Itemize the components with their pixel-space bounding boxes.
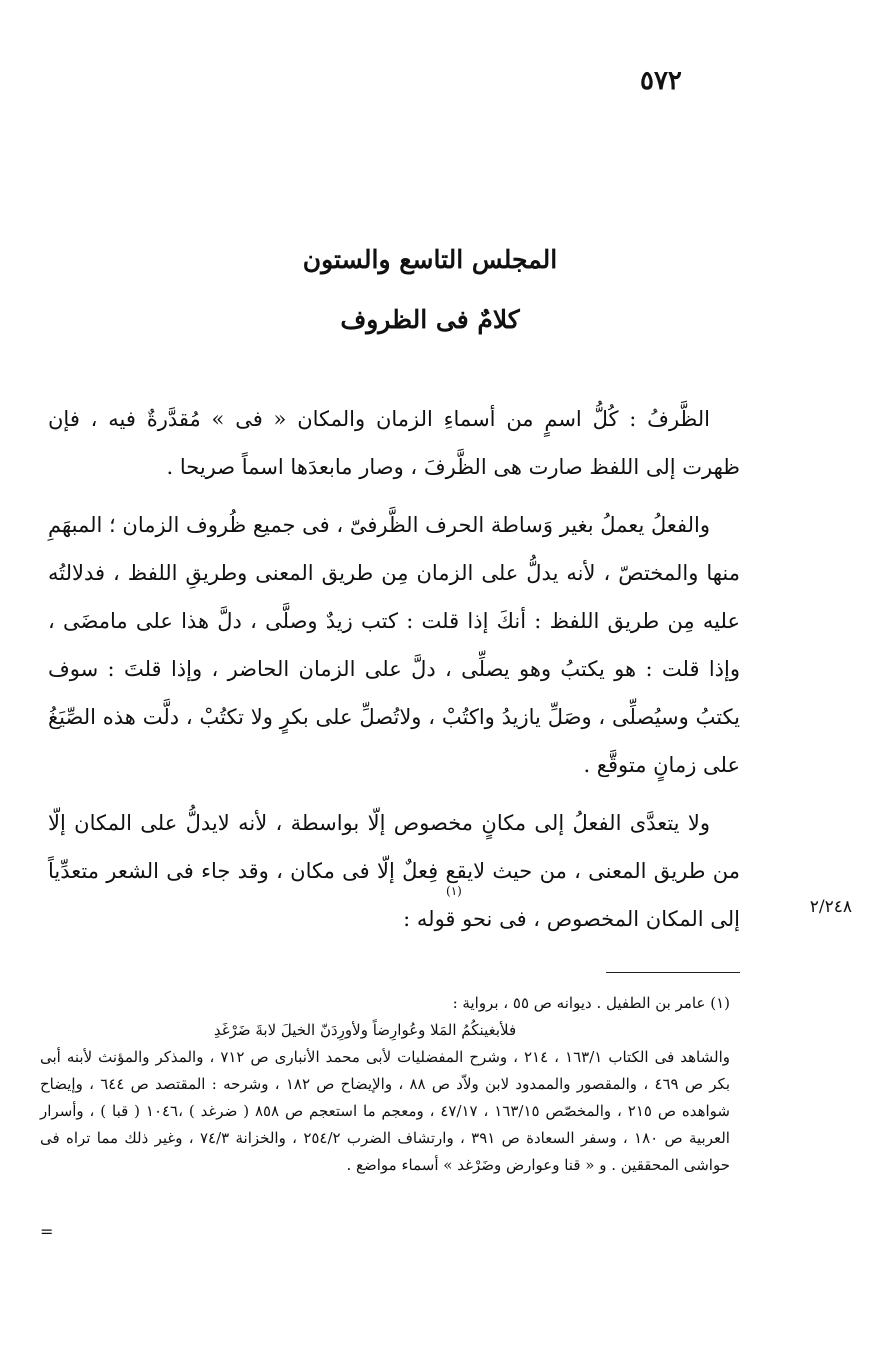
main-text xyxy=(48,395,740,953)
footnote-verse: فلأبغينكُمُ المَلا وعُوارِضاً ولأورِدَنّ الخيلَ لابةَ ضَرْغَدِ xyxy=(213,1021,517,1039)
margin-reference: ٢/٢٤٨ xyxy=(809,897,852,917)
chapter-title: المجلس التاسع والستون xyxy=(302,245,558,274)
footnote-text: والشاهد فى الكتاب ١٦٣/١ ، ٢١٤ ، وشرح المفضليات لأبى محمد الأنبارى ص ٧١٢ ، والمذكر والمؤنث لأبنه أبى بكر ص ٤٦٩ ، والمقصور والممدود لابن ولاّد ص ٨٨ ، والإيضاح ص ١٨٢ ، وشرحه : المقتصد ص ٦٤٤ ، وإيضاح شواهده ص ٢١٥ ، والمخصّص ١٦٣/١٥ ، ٤٧/١٧ ، ومعجم ما استعجم ص ٨٥٨ ( ضرغد ) ،١٠٤٦ ( قبا ) ، وأسرار العربية ص ١٨٠ ، وسفر السعادة ص ٣٩١ ، وارتشاف الضرب ٢٥٤/٢ ، والخزانة ٧٤/٣ ، وغير ذلك مما تراه فى حواشى المحققين . و « قنا وعوارض وضَرْغد » أسماء مواضع . xyxy=(40,1048,731,1174)
footnote-source: (١) عامر بن الطفيل . ديوانه ص ٥٥ ، برواية : xyxy=(452,994,730,1012)
paragraph: ولا يتعدَّى الفعلُ إلى مكانٍ مخصوص إلّا بواسطة ، لأنه لايدلُّ على المكان إلّا من طريق المعنى ، من حيث لايقع فِعلٌ إلّا فى مكان ، وقد جاء فى الشعر متعدِّياً إلى المكان المخصوص ، فى نحو قوله : xyxy=(48,811,740,931)
footnote-marker: (١) xyxy=(446,884,462,898)
paragraph: والفعلُ يعملُ بغير وَساطة الحرف الظَّرفىّ ، فى جميع ظُروف الزمان ؛ المبهَمِ منها والمختصّ ، لأنه يدلُّ على الزمان مِن طريق المعنى وطريقِ اللفظ ، فدلالتُه عليه مِن طريق اللفظ : أنكَ إذا قلت : كتب زيدٌ وصلَّى ، دلَّ هذا على مامضَى ، وإذا قلت : هو يكتبُ وهو يصلِّى ، دلَّ على الزمان الحاضر ، وإذا قلتَ : سوف يكتبُ وسيُصلِّى ، وصَلِّ يازيدُ واكتُبْ ، ولاتُصلِّ على بكرٍ ولا تكتُبْ ، دلَّت هذه الصِّيَغُ على زمانٍ متوقَّع . xyxy=(48,513,740,777)
paragraph: الظَّرفُ : كُلُّ اسمٍ من أسماءِ الزمان والمكان « فى » مُقدَّرةٌ فيه ، فإن ظهرت إلى اللفظ صارت هى الظَّرفَ ، وصار مابعدَها اسماً صريحا . xyxy=(48,407,740,479)
footnote-divider xyxy=(606,972,740,973)
continuation-mark: = xyxy=(40,1222,54,1241)
page-number: ٥٧٢ xyxy=(640,66,682,96)
chapter-subtitle: كلامٌ فى الظروف xyxy=(340,305,520,334)
footnotes xyxy=(40,990,730,1179)
